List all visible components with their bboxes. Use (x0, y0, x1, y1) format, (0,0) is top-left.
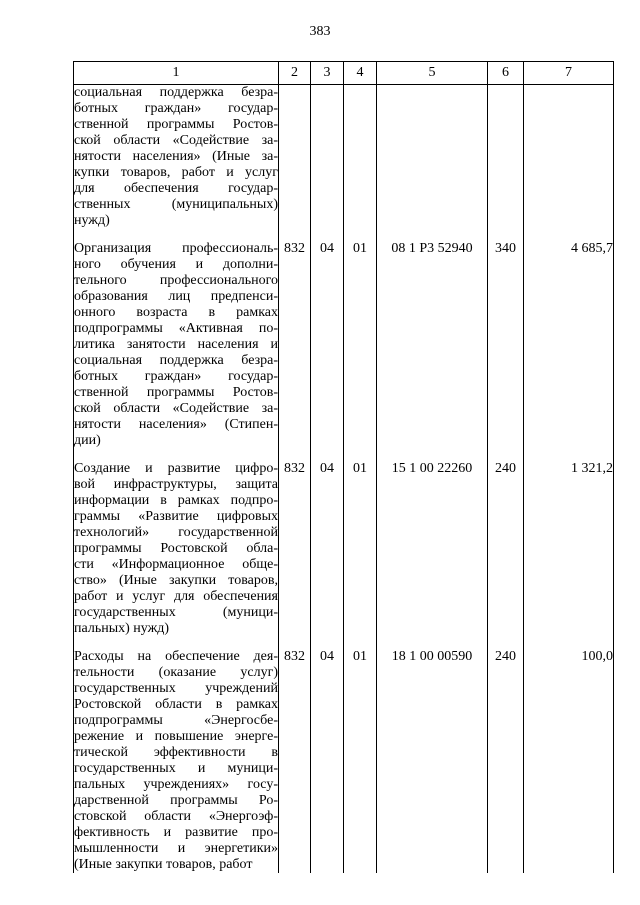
description-line: технологий» государственной (74, 525, 278, 540)
description-line: литика занятости населения и (74, 337, 278, 352)
cell-target-article: 15 1 00 22260 (377, 461, 488, 637)
column-header-2: 2 (279, 62, 311, 85)
budget-table (73, 61, 614, 873)
description-line: Ростовской области в рамках (74, 697, 278, 712)
description-line: Организация профессиональ- (74, 241, 278, 256)
description-line: вой инфраструктуры, защита (74, 477, 278, 492)
cell-section: 04 (311, 649, 344, 873)
cell-section: 04 (311, 241, 344, 449)
row-spacer (74, 449, 614, 461)
cell-expense-type: 240 (488, 649, 524, 873)
description-line: Создание и развитие цифро- (74, 461, 278, 476)
column-header-4: 4 (344, 62, 377, 85)
description-line: тической эффективности в (74, 745, 278, 760)
description-line: государственных учреждений (74, 681, 278, 696)
description-line: режение и повышение энерге- (74, 729, 278, 744)
description-line: ного обучения и дополни- (74, 257, 278, 272)
description-line: нятости населения» (Стипен- (74, 417, 278, 432)
page-number: 383 (309, 24, 331, 39)
row-description (74, 461, 279, 637)
description-line: стовской области «Энергоэф- (74, 809, 278, 824)
cell-amount (524, 85, 614, 230)
description-line: пальных) нужд) (74, 621, 170, 636)
column-header-5: 5 (377, 62, 488, 85)
cell-target-article: 08 1 P3 52940 (377, 241, 488, 449)
description-line: Расходы на обеспечение дея- (74, 649, 278, 664)
cell-subsection (344, 85, 377, 230)
description-line: мышленности и энергетики» (74, 841, 278, 856)
description-line: социальная поддержка безра- (74, 353, 278, 368)
cell-grbs: 832 (279, 461, 311, 637)
cell-section: 04 (311, 461, 344, 637)
column-header-7: 7 (524, 62, 614, 85)
description-line: программы Ростовской обла- (74, 541, 278, 556)
column-header-1: 1 (74, 62, 279, 85)
header-row (74, 62, 614, 85)
row-description (74, 241, 279, 449)
row-description (74, 649, 279, 873)
description-line: дарственной программы Ро- (74, 793, 278, 808)
description-line: купки товаров, работ и услуг (74, 165, 278, 180)
cell-amount: 1 321,2 (524, 461, 614, 637)
description-line: ственных (муниципальных) (74, 197, 278, 212)
description-line: ственной программы Ростов- (74, 385, 278, 400)
description-line: ботных граждан» государ- (74, 369, 278, 384)
description-line: подпрограммы «Энергосбе- (74, 713, 278, 728)
table-row (74, 649, 614, 873)
cell-subsection: 01 (344, 241, 377, 449)
description-line: ботных граждан» государ- (74, 101, 278, 116)
cell-grbs: 832 (279, 241, 311, 449)
description-line: ство» (Иные закупки товаров, (74, 573, 278, 588)
cell-grbs: 832 (279, 649, 311, 873)
description-line: образования лиц предпенси- (74, 289, 278, 304)
description-line: сти «Информационное обще- (74, 557, 278, 572)
cell-target-article: 18 1 00 00590 (377, 649, 488, 873)
cell-grbs (279, 85, 311, 230)
description-line: ской области «Содействие за- (74, 401, 278, 416)
cell-amount: 4 685,7 (524, 241, 614, 449)
cell-expense-type (488, 85, 524, 230)
cell-subsection: 01 (344, 461, 377, 637)
description-line: пальных учреждениях» госу- (74, 777, 278, 792)
description-line: (Иные закупки товаров, работ (74, 857, 253, 872)
cell-amount: 100,0 (524, 649, 614, 873)
description-line: ской области «Содействие за- (74, 133, 278, 148)
table-row (74, 461, 614, 637)
table-row (74, 85, 614, 230)
description-line: государственных и муници- (74, 761, 278, 776)
description-line: для обеспечения государ- (74, 181, 278, 196)
description-line: фективность и развитие про- (74, 825, 278, 840)
description-line: подпрограммы «Активная по- (74, 321, 278, 336)
description-line: ственной программы Ростов- (74, 117, 278, 132)
description-line: информации в рамках подпро- (74, 493, 278, 508)
description-line: тельного профессионального (74, 273, 278, 288)
row-description (74, 85, 279, 230)
description-line: онного возраста в рамках (74, 305, 278, 320)
description-line: тельности (оказание услуг) (74, 665, 278, 680)
cell-expense-type: 240 (488, 461, 524, 637)
description-line: нятости населения» (Иные за- (74, 149, 278, 164)
description-line: государственных (муници- (74, 605, 278, 620)
description-line: граммы «Развитие цифровых (74, 509, 278, 524)
description-line: социальная поддержка безра- (74, 85, 278, 100)
description-line: дии) (74, 433, 101, 448)
table-body (74, 85, 614, 874)
cell-section (311, 85, 344, 230)
cell-expense-type: 340 (488, 241, 524, 449)
row-spacer (74, 637, 614, 649)
description-line: нужд) (74, 213, 110, 228)
cell-target-article (377, 85, 488, 230)
table-row (74, 241, 614, 449)
cell-subsection: 01 (344, 649, 377, 873)
column-header-3: 3 (311, 62, 344, 85)
column-header-6: 6 (488, 62, 524, 85)
row-spacer (74, 229, 614, 241)
description-line: работ и услуг для обеспечения (74, 589, 278, 604)
